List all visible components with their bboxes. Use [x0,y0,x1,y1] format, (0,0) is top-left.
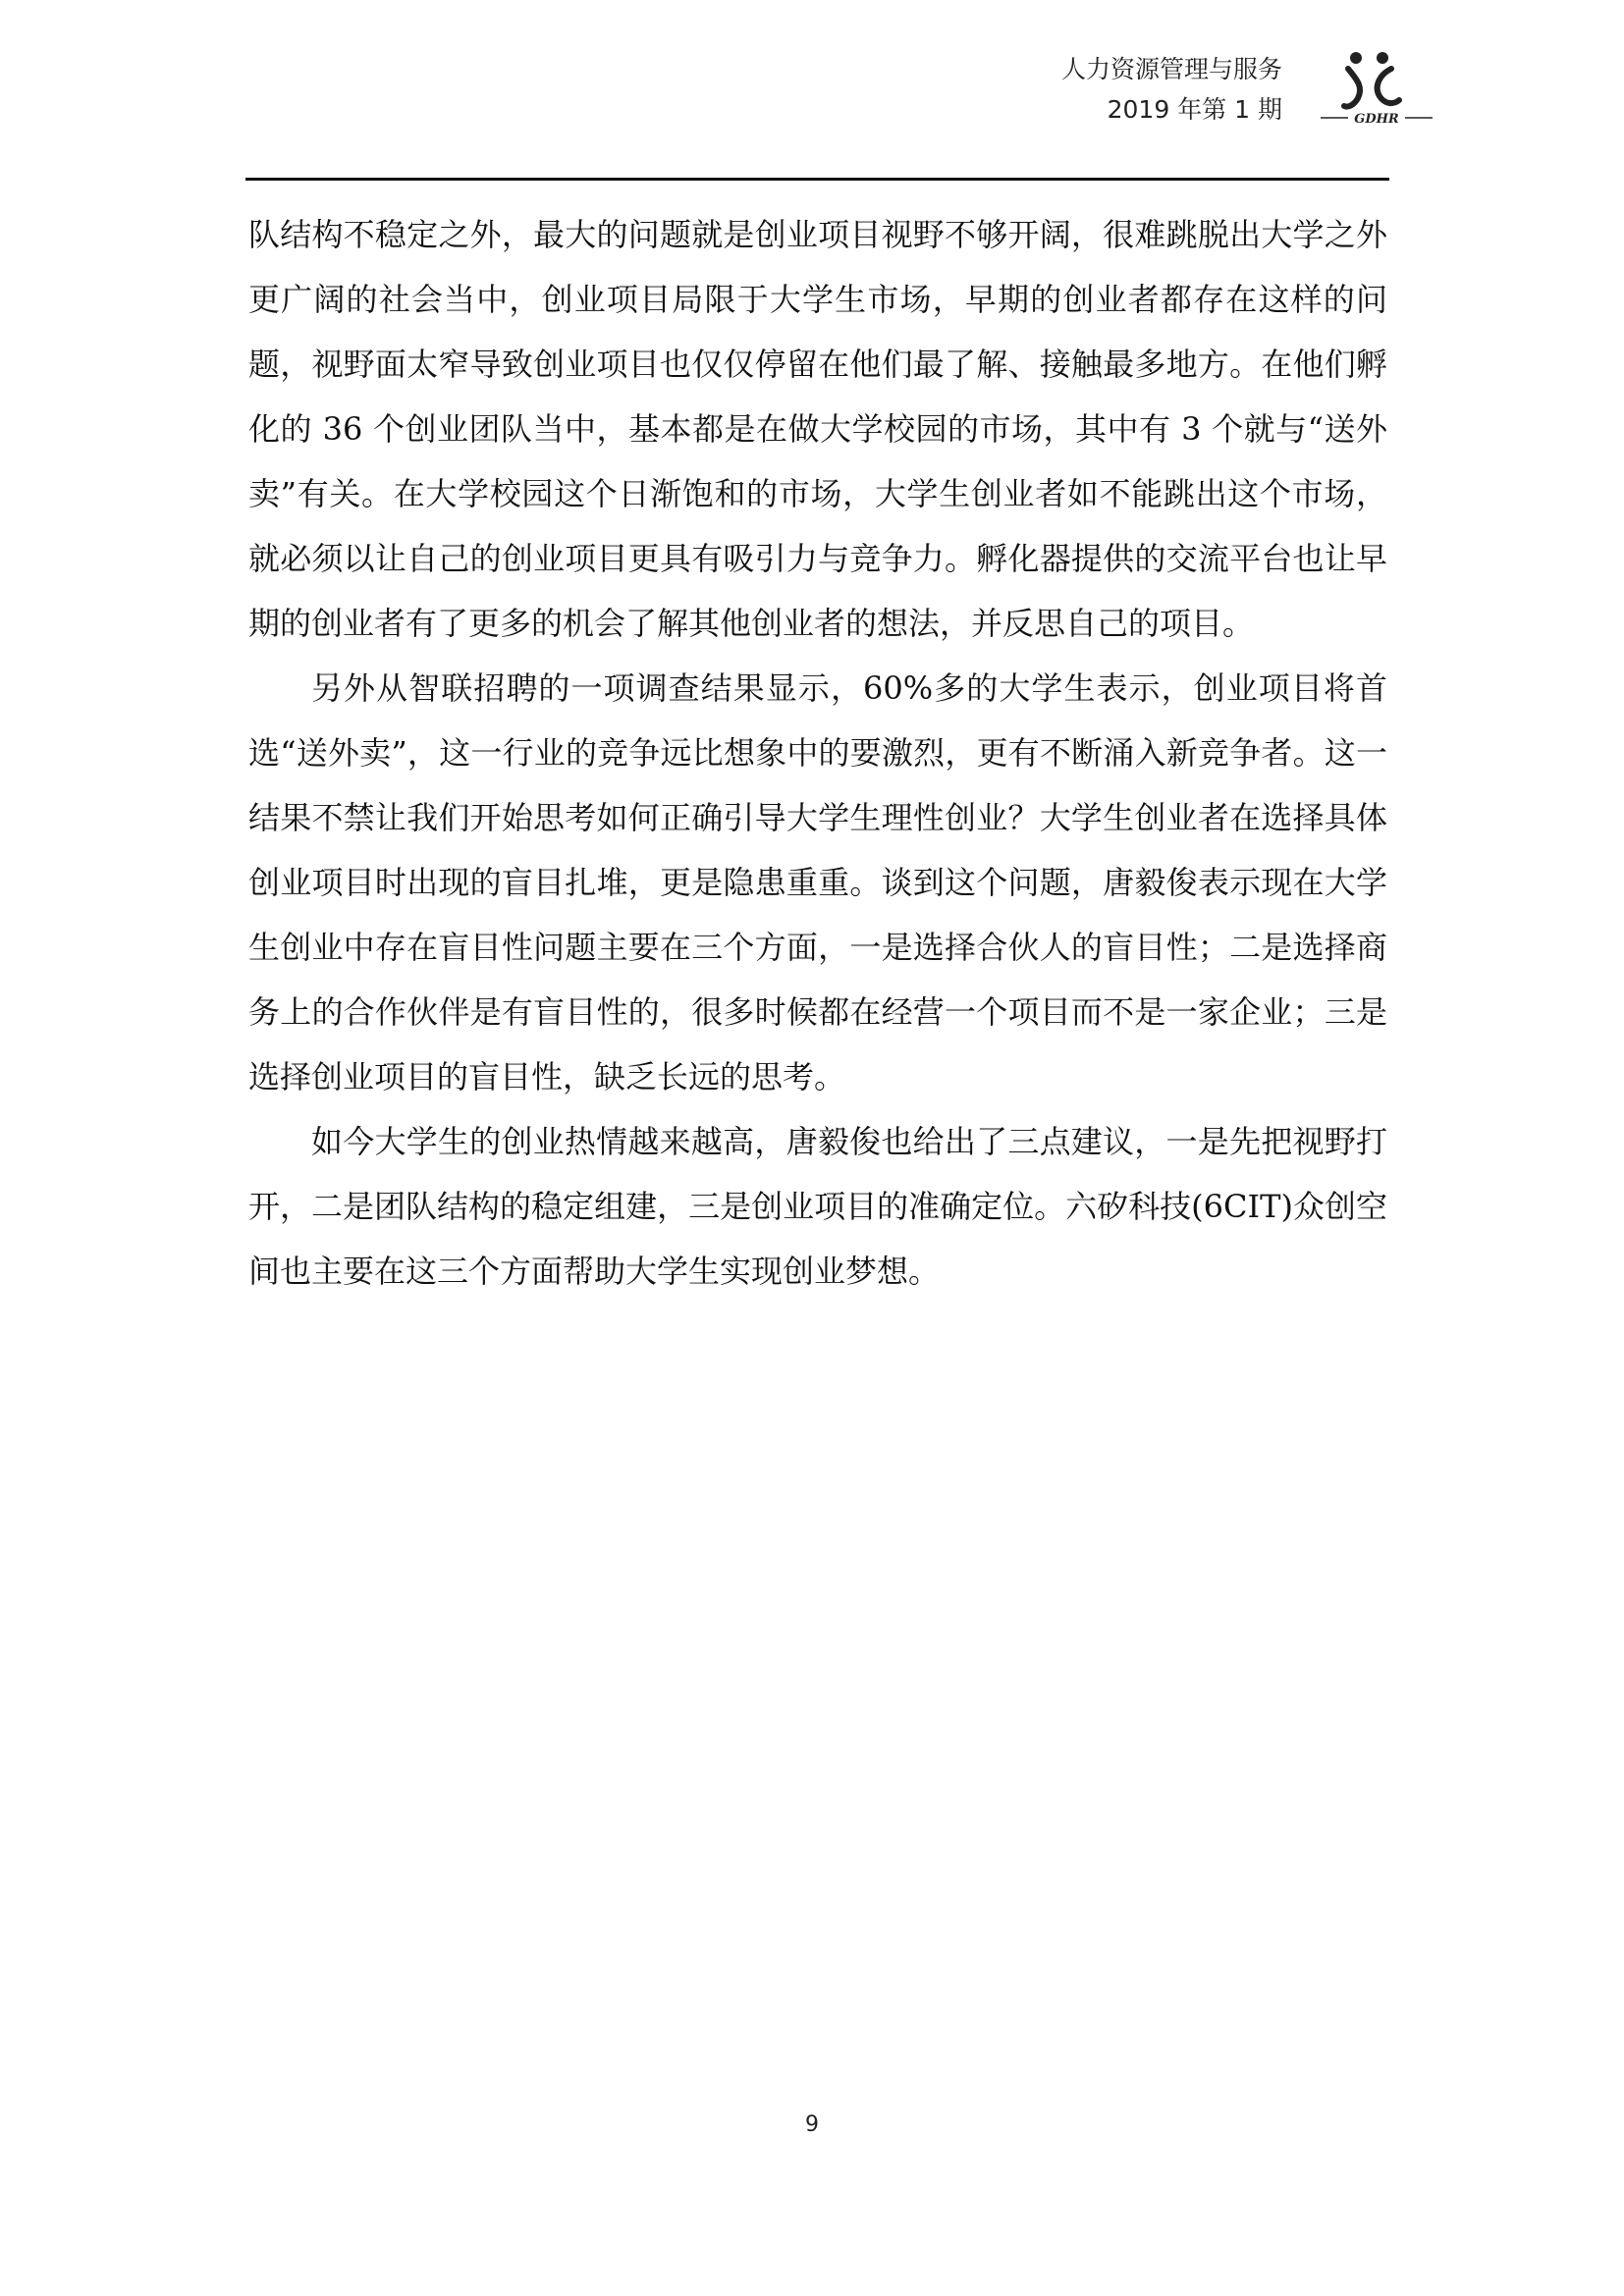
page-number: 9 [805,2112,819,2137]
gdhr-logo [1319,49,1435,128]
paragraph: 如今大学生的创业热情越来越高，唐毅俊也给出了三点建议，一是先把视野打开，二是团队结构的稳定组建，三是创业项目的准确定位。六矽科技(6CIT)众创空间也主要在这三个方面帮助大学生实现创业梦想。 [248,1123,1387,1290]
header-text-block [1061,49,1282,130]
journal-title: 人力资源管理与服务 [1060,55,1282,83]
paragraph-continuation: 队结构不稳定之外，最大的问题就是创业项目视野不够开阔，很难跳脱出大学之外更广阔的社会当中，创业项目局限于大学生市场，早期的创业者都存在这样的问题，视野面太窄导致创业项目也仅仅停留在他们最了解、接触最多地方。在他们孵化的 36 个创业团队当中，基本都是在做大学校园的市场，其中有 3 个就与“送外卖”有关。在大学校园这个日渐饱和的市场，大学生创业者如不能跳出这个市场，就必须以让自己的创业项目更具有吸引力与竞争力。孵化器提供的交流平台也让早期的创业者有了更多的机会了解其他创业者的想法，并反思自己的项目。 [248,216,1387,642]
header-divider [245,178,1389,181]
page-header [0,0,1624,187]
paragraph: 另外从智联招聘的一项调查结果显示，60%多的大学生表示，创业项目将首选“送外卖”，这一行业的竞争远比想象中的要激烈，更有不断涌入新竞争者。这一结果不禁让我们开始思考如何正确引导大学生理性创业？大学生创业者在选择具体创业项目时出现的盲目扎堆，更是隐患重重。谈到这个问题，唐毅俊表示现在大学生创业中存在盲目性问题主要在三个方面，一是选择合伙人的盲目性；二是选择商务上的合作伙伴是有盲目性的，很多时候都在经营一个项目而不是一家企业；三是选择创业项目的盲目性，缺乏长远的思考。 [248,669,1387,1095]
logo-text: GDHR [1354,112,1399,127]
issue-label: 2019 年第 1 期 [1107,95,1282,124]
article-body [248,202,1387,1304]
